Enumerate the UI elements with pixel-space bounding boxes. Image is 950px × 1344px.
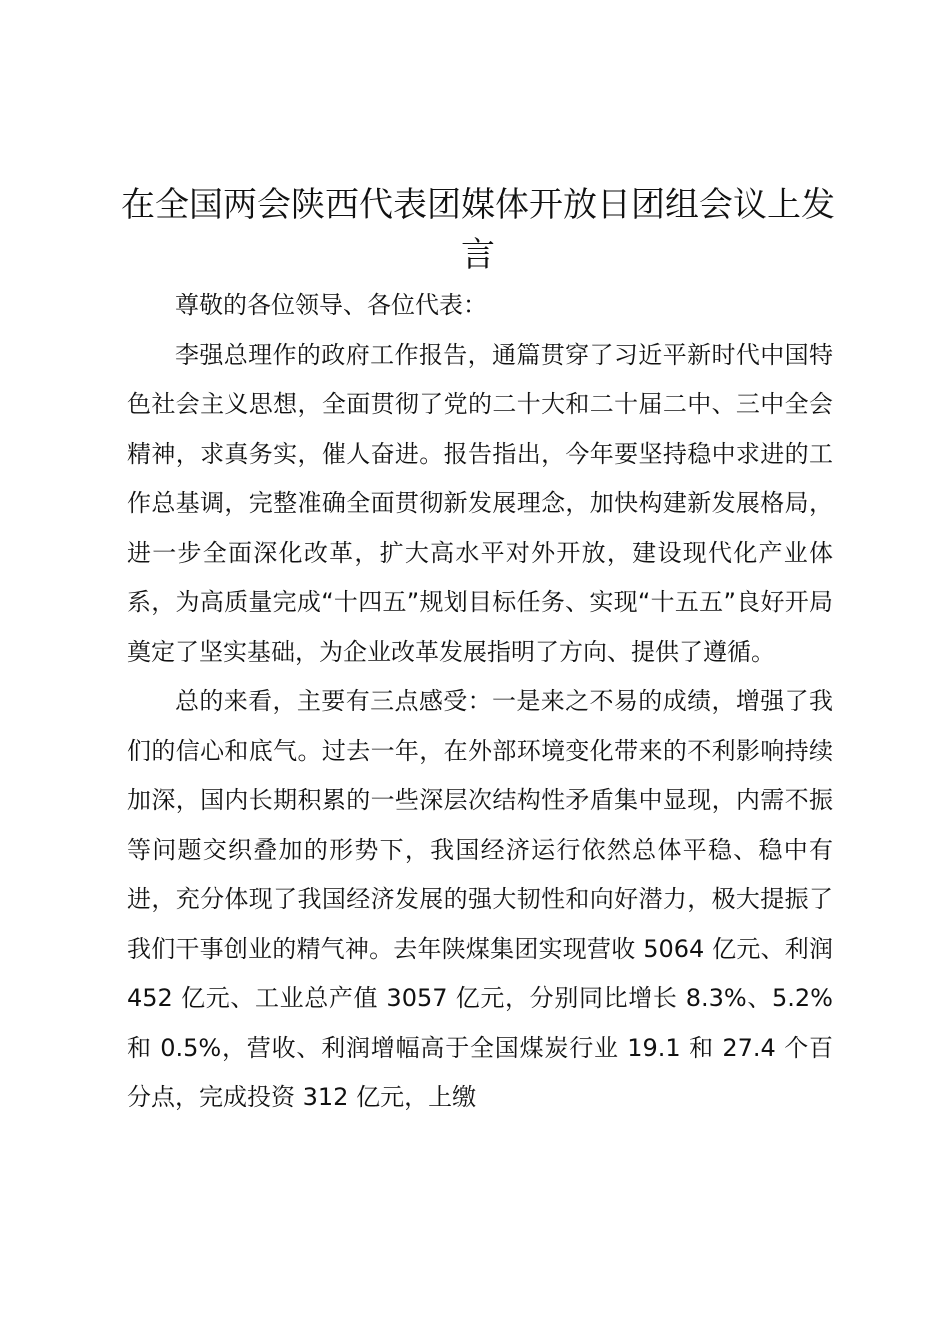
salutation-paragraph: 尊敬的各位领导、各位代表： [175, 291, 487, 319]
document-body [127, 281, 833, 1123]
document-title: 在全国两会陕西代表团媒体开放日团组会议上发言 [121, 185, 835, 275]
body-paragraph-report: 李强总理作的政府工作报告，通篇贯穿了习近平新时代中国特色社会主义思想，全面贯彻了党的二十大和二十届二中、三中全会精神，求真务实，催人奋进。报告指出，今年要坚持稳中求进的工作总基调，完整准确全面贯彻新发展理念，加快构建新发展格局，进一步全面深化改革，扩大高水平对外开放，建设现代化产业体系，为高质量完成“十四五”规划目标任务、实现“十五五”良好开局奠定了坚实基础，为企业改革发展指明了方向、提供了遵循。 [127, 340, 833, 666]
body-paragraph-impressions: 总的来看，主要有三点感受：一是来之不易的成绩，增强了我们的信心和底气。过去一年，在外部环境变化带来的不利影响持续加深，国内长期积累的一些深层次结构性矛盾集中显现，内需不振等问题交织叠加的形势下，我国经济运行依然总体平稳、稳中有进，充分体现了我国经济发展的强大韧性和向好潜力，极大提振了我们干事创业的精气神。去年陕煤集团实现营收 5064 亿元、利润 452 亿元、工业总产值 3057 亿元，分别同比增长 8.3%、5.2%和 0.5%，营收、利润增幅高于全国煤炭行业 19.1 和 27.4 个百分点，完成投资 312 亿元，上缴 [127, 687, 833, 1111]
